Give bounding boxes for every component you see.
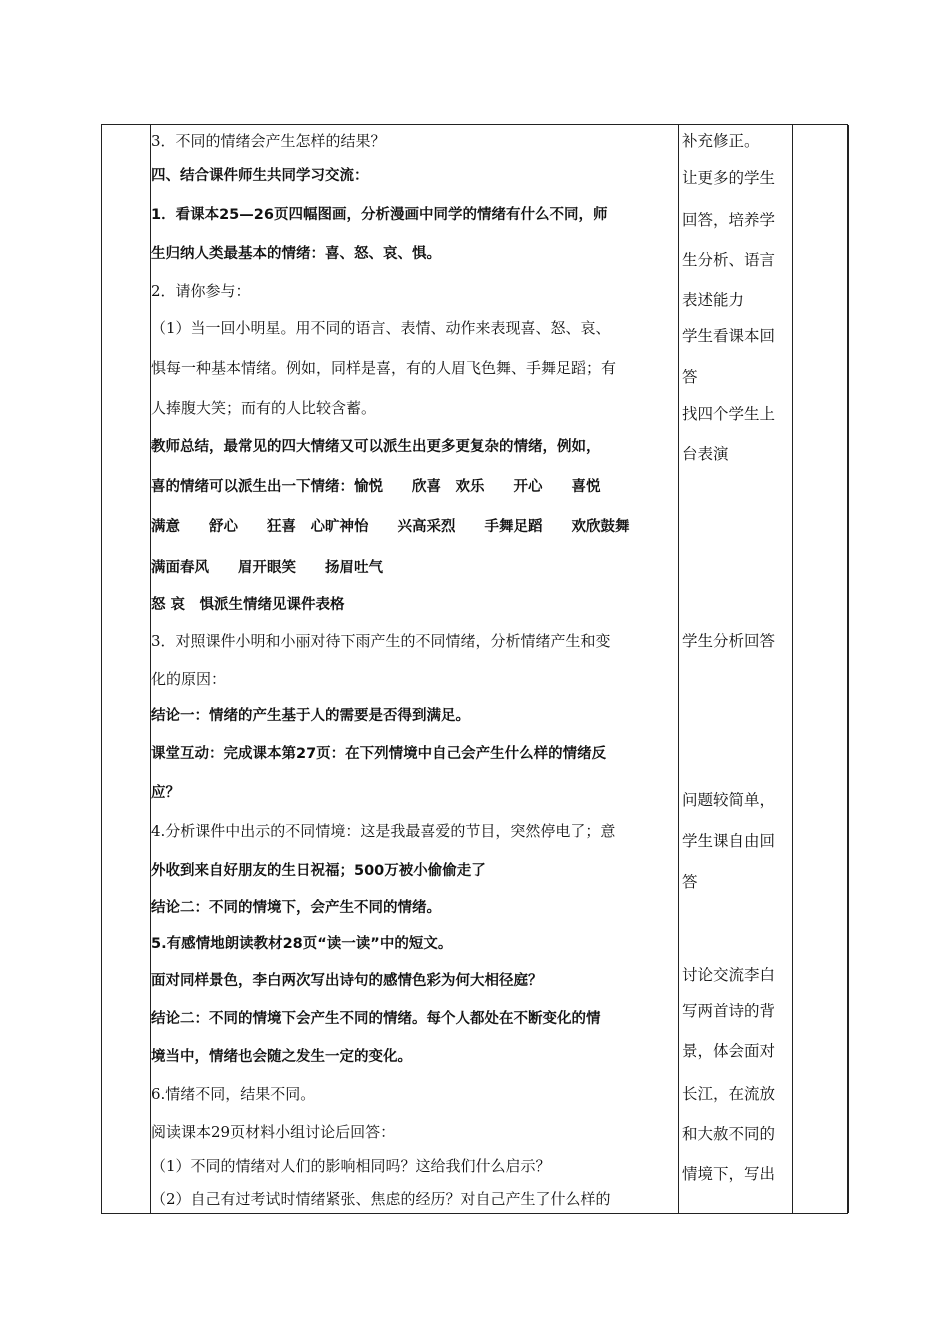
note-line: 情境下，写出 <box>682 1165 776 1183</box>
text-line: 化的原因： <box>151 670 227 688</box>
note-line: 表述能力 <box>682 291 745 309</box>
text-line: 2．请你参与： <box>151 282 251 300</box>
text-line: 满面春风 眉开眼笑 扬眉吐气 <box>151 560 383 576</box>
conclusion-line: 结论一：情绪的产生基于人的需要是否得到满足。 <box>151 708 470 724</box>
section-heading: 四、结合课件师生共同学习交流： <box>151 168 369 184</box>
text-line: 喜的情绪可以派生出一下情绪：愉悦 欣喜 欢乐 开心 喜悦 <box>151 479 601 495</box>
note-line: 和大赦不同的 <box>682 1125 776 1143</box>
note-line: 景，体会面对 <box>682 1042 776 1060</box>
note-line: 答 <box>682 368 698 386</box>
text-line: 3．不同的情绪会产生怎样的结果？ <box>151 132 386 150</box>
text-line: （2）自己有过考试时情绪紧张、焦虑的经历？对自己产生了什么样的 <box>151 1190 611 1208</box>
column-divider <box>848 125 849 1213</box>
note-line: 回答，培养学 <box>682 211 776 229</box>
note-line: 答 <box>682 873 698 891</box>
note-line: 台表演 <box>682 445 729 463</box>
text-line: 外收到来自好朋友的生日祝福；500万被小偷偷走了 <box>151 863 486 879</box>
text-line: 阅读课本29页材料小组讨论后回答： <box>151 1123 396 1141</box>
text-line: 课堂互动：完成课本第27页：在下列情境中自己会产生什么样的情绪反 <box>151 746 607 762</box>
text-line: 1．看课本25—26页四幅图画，分析漫画中同学的情绪有什么不同，师 <box>151 207 608 223</box>
text-line: 应？ <box>151 785 180 801</box>
text-line: （1）不同的情绪对人们的影响相同吗？这给我们什么启示？ <box>151 1157 551 1175</box>
note-line: 让更多的学生 <box>682 169 776 187</box>
conclusion-line: 结论二：不同的情境下会产生不同的情绪。每个人都处在不断变化的情 <box>151 1011 601 1027</box>
lesson-plan-table <box>101 124 848 1214</box>
note-line: 补充修正。 <box>682 132 760 150</box>
note-line: 学生看课本回 <box>682 327 776 345</box>
text-line: 4.分析课件中出示的不同情境：这是我最喜爱的节目，突然停电了；意 <box>151 822 616 840</box>
note-line: 讨论交流李白 <box>682 966 776 984</box>
text-line: （1）当一回小明星。用不同的语言、表情、动作来表现喜、怒、哀、 <box>151 319 611 337</box>
text-line: 6.情绪不同，结果不同。 <box>151 1085 316 1103</box>
note-line: 问题较简单， <box>682 791 776 809</box>
text-line: 境当中，情绪也会随之发生一定的变化。 <box>151 1049 412 1065</box>
note-line: 学生分析回答 <box>682 632 776 650</box>
text-line: 满意 舒心 狂喜 心旷神怡 兴高采烈 手舞足蹈 欢欣鼓舞 <box>151 519 630 535</box>
column-divider <box>792 125 793 1213</box>
text-line: 3．对照课件小明和小丽对待下雨产生的不同情绪，分析情绪产生和变 <box>151 632 611 650</box>
text-line: 面对同样景色，李白两次写出诗句的感情色彩为何大相径庭？ <box>151 973 543 989</box>
text-line: 人捧腹大笑；而有的人比较含蓄。 <box>151 399 377 417</box>
text-line: 惧每一种基本情绪。例如，同样是喜，有的人眉飞色舞、手舞足蹈；有 <box>151 359 617 377</box>
note-line: 生分析、语言 <box>682 251 776 269</box>
column-divider <box>678 125 679 1213</box>
note-line: 找四个学生上 <box>682 405 776 423</box>
note-line: 学生课自由回 <box>682 832 776 850</box>
text-line: 生归纳人类最基本的情绪：喜、怒、哀、惧。 <box>151 246 441 262</box>
conclusion-line: 结论二：不同的情境下，会产生不同的情绪。 <box>151 900 441 916</box>
text-line: 5.有感情地朗读教材28页“读一读”中的短文。 <box>151 936 453 952</box>
note-line: 写两首诗的背 <box>682 1002 776 1020</box>
text-line: 教师总结，最常见的四大情绪又可以派生出更多更复杂的情绪，例如， <box>151 439 601 455</box>
note-line: 长江，在流放 <box>682 1085 776 1103</box>
text-line: 怒 哀 惧派生情绪见课件表格 <box>151 597 345 613</box>
